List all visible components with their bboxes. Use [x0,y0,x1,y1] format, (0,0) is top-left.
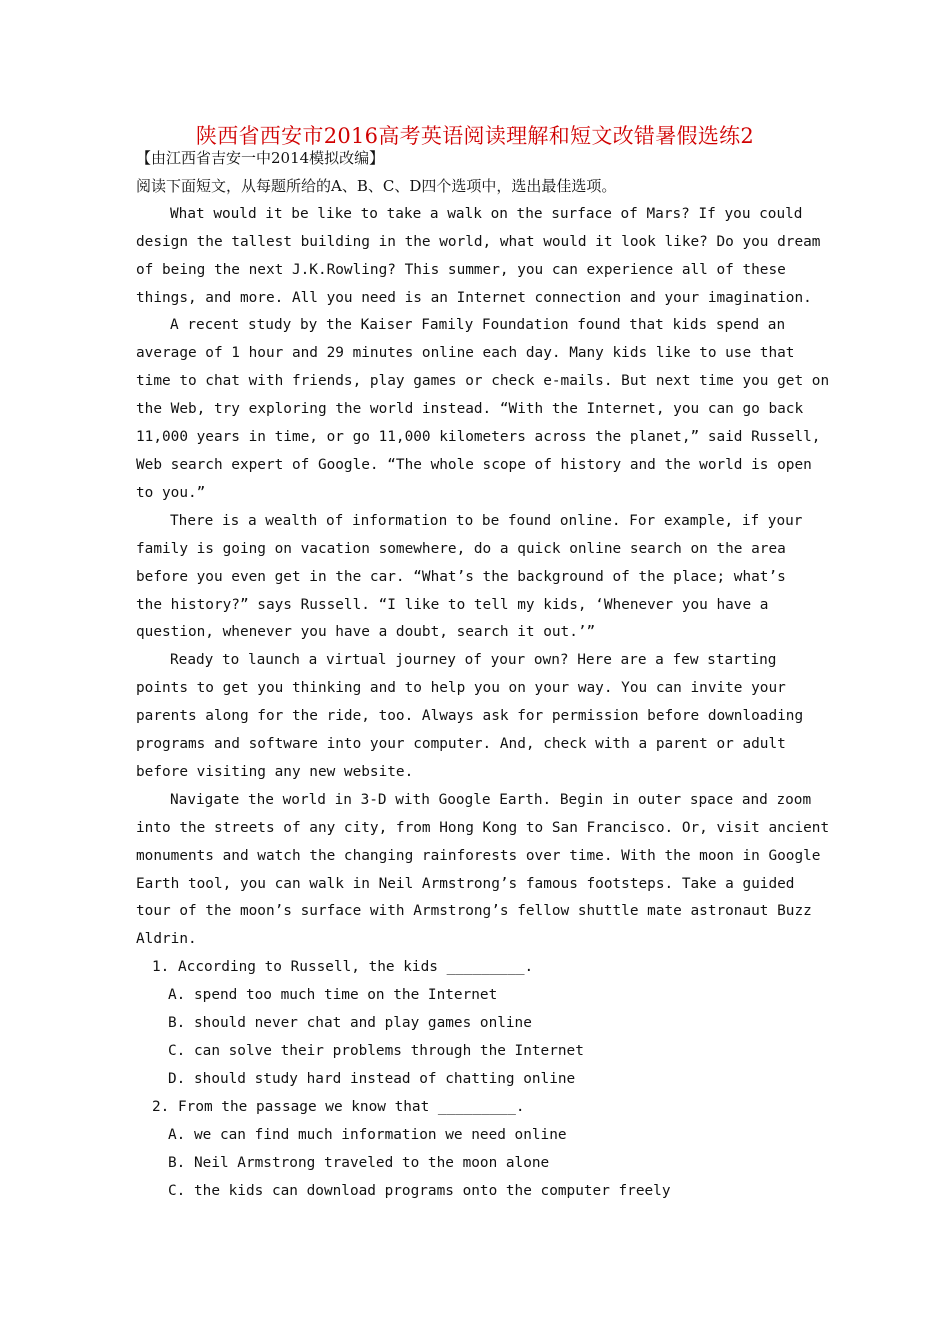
paragraph-line: There is a wealth of information to be found online. For example, if your [170,512,803,529]
paragraph-line: A recent study by the Kaiser Family Foundation found that kids spend an [170,317,786,334]
document-title: 陕西省西安市2016高考英语阅读理解和短文改错暑假选练2 [195,124,755,148]
paragraph-line: monuments and watch the changing rainforests over time. With the moon in Google [136,847,821,864]
paragraph-line: tour of the moon’s surface with Armstrong’s fellow shuttle mate astronaut Buzz [136,903,812,920]
paragraph-line: family is going on vacation somewhere, do a quick online search on the area [136,540,786,557]
source-note: 【由江西省吉安一中2014模拟改编】 [136,149,385,167]
paragraph-line: Ready to launch a virtual journey of your own? Here are a few starting [170,652,777,669]
paragraph-line: to you.” [136,484,206,501]
paragraph-line: Earth tool, you can walk in Neil Armstrong’s famous footsteps. Take a guided [136,875,795,892]
paragraph-line: question, whenever you have a doubt, search it out.’” [136,624,596,641]
question-option: A. we can find much information we need online [168,1126,567,1143]
question-option: B. should never chat and play games online [168,1015,532,1032]
paragraph [136,787,830,954]
paragraph-line: Aldrin. [136,931,197,948]
document-body [136,145,830,1205]
question-option: C. can solve their problems through the Internet [168,1043,584,1059]
question-option: C. the kids can download programs onto the computer freely [168,1182,671,1199]
paragraph-line: average of 1 hour and 29 minutes online each day. Many kids like to use that [136,345,795,362]
paragraph [136,508,826,648]
paragraph [136,647,826,787]
paragraph-line: the Web, try exploring the world instead. “With the Internet, you can go back [136,401,804,418]
paragraph-line: What would it be like to take a walk on the surface of Mars? If you could [170,205,803,222]
paragraph-line: before visiting any new website. [136,763,414,780]
paragraph-line: design the tallest building in the world, what would it look like? Do you dream [136,233,821,250]
question-option: D. should study hard instead of chatting online [168,1070,576,1087]
paragraph-line: of being the next J.K.Rowling? This summer, you can experience all of these [136,261,786,278]
question-option: B. Neil Armstrong traveled to the moon alone [168,1154,550,1171]
question-option: A. spend too much time on the Internet [168,987,498,1004]
passage [136,201,830,954]
paragraph-line: points to get you thinking and to help you on your way. You can invite your [136,680,786,697]
paragraph-line: into the streets of any city, from Hong Kong to San Francisco. Or, visit ancient [136,819,830,836]
question-stem: 1. According to Russell, the kids _________. [152,959,534,976]
paragraph [136,201,826,313]
paragraph-line: the history?” says Russell. “I like to tell my kids, ‘Whenever you have a [136,596,769,613]
instruction: 阅读下面短文，从每题所给的A、B、C、D四个选项中，选出最佳选项。 [136,176,617,195]
paragraph-line: programs and software into your computer. And, check with a parent or adult [136,736,786,753]
paragraph [136,312,830,507]
question-list [136,954,826,1205]
paragraph-line: things, and more. All you need is an Internet connection and your imagination. [136,289,812,306]
paragraph-line: Navigate the world in 3-D with Google Earth. Begin in outer space and zoom [170,791,812,808]
paragraph-line: time to chat with friends, play games or check e-mails. But next time you get on [136,373,830,390]
paragraph-line: before you even get in the car. “What’s the background of the place; what’s [136,568,786,585]
paragraph-line: Web search expert of Google. “The whole scope of history and the world is open [136,456,812,473]
paragraph-line: parents along for the ride, too. Always ask for permission before downloading [136,708,804,725]
paragraph-line: 11,000 years in time, or go 11,000 kilometers across the planet,” said Russell, [136,429,821,446]
question-stem: 2. From the passage we know that _________. [152,1098,525,1115]
